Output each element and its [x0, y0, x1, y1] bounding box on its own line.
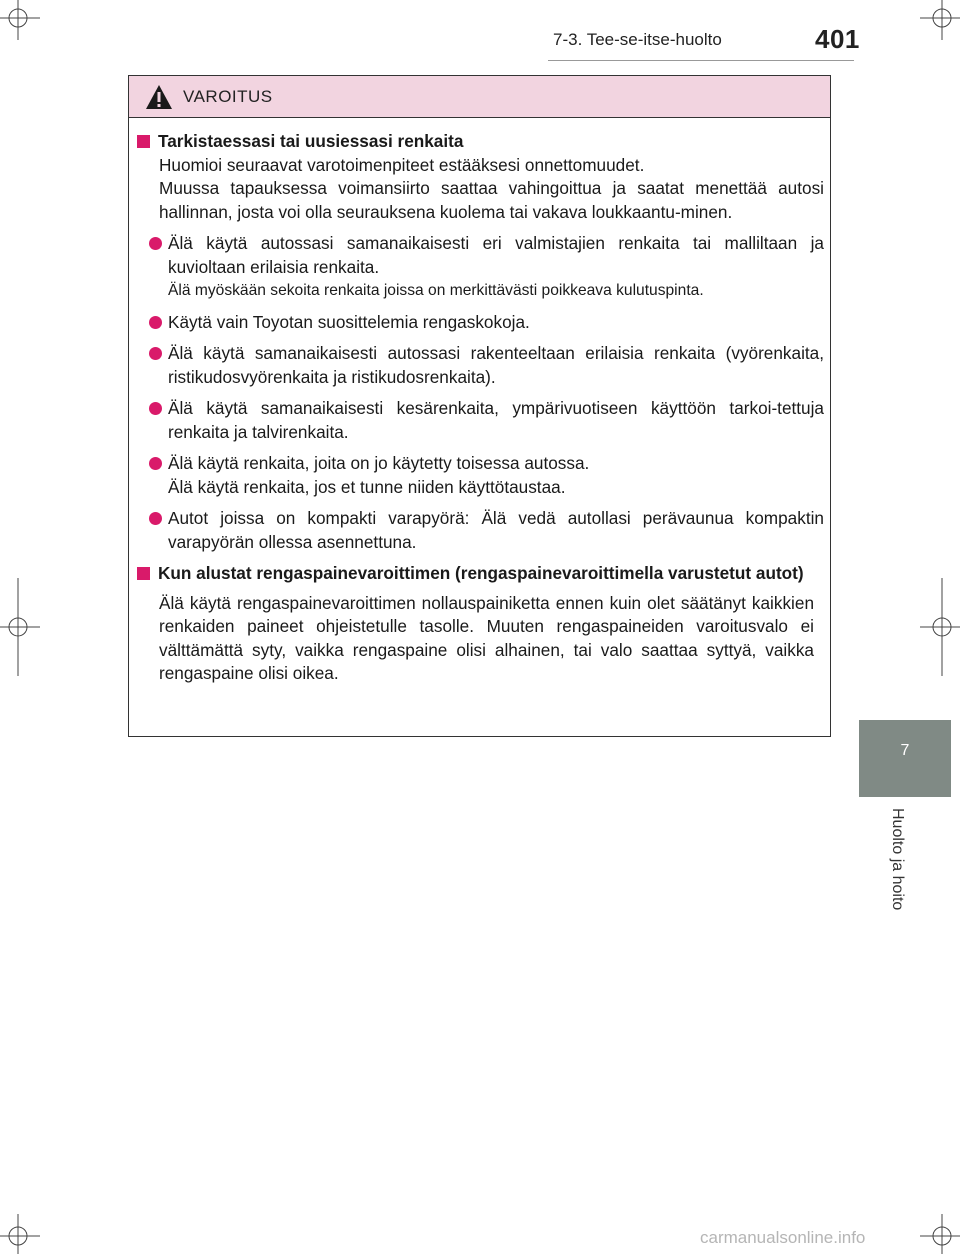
- section-heading: Kun alustat rengaspainevaroittimen (rengaspainevaroittimella varustetut autot): [137, 562, 824, 586]
- chapter-title: Huolto ja hoito: [889, 808, 906, 911]
- chapter-tab: [859, 720, 951, 797]
- list-item: Älä käytä samanaikaisesti kesärenkaita, ympärivuotiseen käyttöön tarkoi-tettuja renkaita ja talvirenkaita.: [149, 397, 824, 444]
- warning-body: [129, 118, 830, 686]
- intro-paragraph: Muussa tapauksessa voimansiirto saattaa vahingoittua ja saatat menettää autosi hallinnan, josta voi olla seurauksena kuolema tai vakava loukkaantu-minen.: [159, 178, 824, 222]
- bullet-dot-icon: [149, 457, 162, 470]
- square-bullet-icon: [137, 135, 150, 148]
- list-item: Autot joissa on kompakti varapyörä: Älä vedä autollasi perävaunua kompaktin varapyörän ollessa asennettuna.: [149, 507, 824, 554]
- bullet-dot-icon: [149, 512, 162, 525]
- section-paragraph: Älä käytä rengaspainevaroittimen nollauspainiketta ennen kuin olet säätänyt kaikkien renkaiden paineet ohjeistetulle tasolle. Muuten rengaspaineiden varoitusvalo ei välttämättä syty, vaikka rengaspaine olisi alhainen, tai valo saattaa syttyä, vaikka rengaspaine olisi oikea.: [159, 592, 814, 683]
- list-item: Käytä vain Toyotan suosittelemia rengaskokoja.: [149, 311, 824, 335]
- intro-line: Huomioi seuraavat varotoimenpiteet estääksesi onnettomuudet.: [159, 154, 645, 175]
- bullet-dot-icon: [149, 237, 162, 250]
- warning-header: [129, 76, 830, 118]
- section-heading: Tarkistaessasi tai uusiessasi renkaita: [137, 130, 824, 154]
- list-item: Älä käytä samanaikaisesti autossasi rakenteeltaan erilaisia renkaita (vyörenkaita, ristikudosvyörenkaita ja ristikudosrenkaita).: [149, 342, 824, 389]
- warning-box: [128, 75, 831, 737]
- chapter-number: 7: [900, 742, 910, 759]
- page-number: 401: [815, 24, 860, 54]
- warning-title: VAROITUS: [183, 86, 273, 106]
- bullet-dot-icon: [149, 347, 162, 360]
- list-item: Älä käytä renkaita, joita on jo käytetty toisessa autossa. Älä käytä renkaita, jos et tunne niiden käyttötaustaa.: [149, 452, 824, 499]
- watermark: carmanualsonline.info: [700, 1228, 866, 1247]
- bullet-dot-icon: [149, 316, 162, 329]
- bullet-note: Älä käytä renkaita, jos et tunne niiden käyttötaustaa.: [168, 476, 566, 497]
- bullet-note: Älä myöskään sekoita renkaita joissa on merkittävästi poikkeava kulutuspinta.: [168, 282, 704, 299]
- warning-triangle-icon: [145, 84, 173, 110]
- header-divider: [548, 60, 854, 61]
- list-item: Älä käytä autossasi samanaikaisesti eri valmistajien renkaita tai malliltaan ja kuvioltaan erilaisia renkaita. Älä myöskään sekoita renkaita joissa on merkittävästi poikkeava kulutuspinta.: [149, 232, 824, 303]
- square-bullet-icon: [137, 567, 150, 580]
- section-title: 7-3. Tee-se-itse-huolto: [553, 30, 722, 49]
- bullet-dot-icon: [149, 402, 162, 415]
